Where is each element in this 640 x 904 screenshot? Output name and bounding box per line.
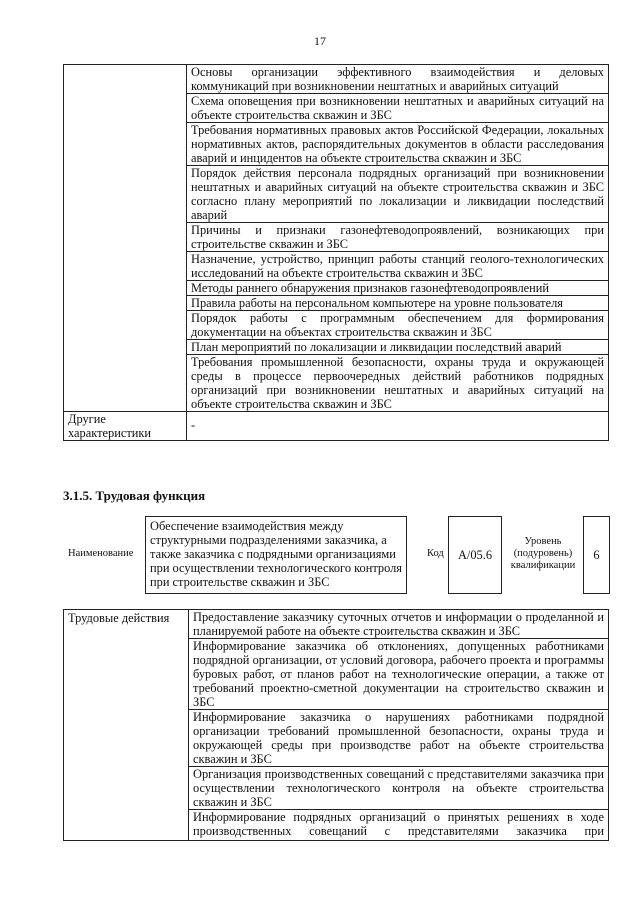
knowledge-item: Назначение, устройство, принцип работы станций геолого-технологических исследований на объекте строительства скважин и ЗБС bbox=[187, 252, 609, 281]
knowledge-item: Правила работы на персональном компьютере на уровне пользователя bbox=[187, 296, 609, 311]
knowledge-item: Методы раннего обнаружения признаков газонефтеводопроявлений bbox=[187, 281, 609, 296]
labor-actions-label: Трудовые действия bbox=[64, 610, 189, 841]
knowledge-item: Причины и признаки газонефтеводопроявлений, возникающих при строительстве скважин и ЗБС bbox=[187, 223, 609, 252]
page-number: 17 bbox=[314, 34, 326, 48]
labor-action: Организация производственных совещаний с представителями заказчика при осуществлении технологического контроля на объекте строительства скважин и ЗБС bbox=[189, 767, 609, 810]
labor-actions-table bbox=[63, 609, 609, 841]
labor-action: Информирование заказчика о нарушениях работниками подрядной организации требований промышленной безопасности, охраны труда и окружающей среды при производстве работ на объекте строительства скважин и ЗБС bbox=[189, 710, 609, 767]
knowledge-item: Основы организации эффективного взаимодействия и деловых коммуникаций при возникновении нештатных и аварийных ситуаций bbox=[187, 65, 609, 94]
labor-action: Информирование подрядных организаций о принятых решениях в ходе производственных совещаний с представителями заказчика при bbox=[189, 810, 609, 841]
level-box: 6 bbox=[583, 516, 610, 594]
other-characteristics-value: - bbox=[187, 412, 609, 441]
knowledge-item: Порядок работы с программным обеспечением для формирования документации на объектах строительства скважин и ЗБС bbox=[187, 311, 609, 340]
labor-action: Информирование заказчика об отклонениях, допущенных работниками подрядной организации, от условий договора, рабочего проекта и программы буровых работ, от планов работ на технологические операции, а также от требований проектно-сметной документации на строительство скважин и ЗБС bbox=[189, 639, 609, 710]
name-label: Наименование bbox=[68, 548, 134, 559]
code-box: A/05.6 bbox=[448, 516, 502, 594]
knowledge-item: План мероприятий по локализации и ликвидации последствий аварий bbox=[187, 340, 609, 355]
labor-action: Предоставление заказчику суточных отчетов и информации о проделанной и планируемой работе на объекте строительства скважин и ЗБС bbox=[189, 610, 609, 639]
section-title: 3.1.5. Трудовая функция bbox=[63, 488, 206, 503]
knowledge-item: Порядок действия персонала подрядных организаций при возникновении нештатных и аварийных ситуаций на объекте строительства скважин и ЗБС согласно плану мероприятий по локализации и ликвидации последствий аварий bbox=[187, 166, 609, 223]
knowledge-item: Требования промышленной безопасности, охраны труда и окружающей среды в процессе первоочередных действий работников подрядных организаций при возникновении нештатных и аварийных ситуаций на объекте строительства скважин и ЗБС bbox=[187, 355, 609, 412]
code-label: Код bbox=[427, 548, 444, 559]
other-characteristics-label: Другие характеристики bbox=[64, 412, 187, 441]
empty-label-cell bbox=[64, 65, 187, 412]
level-label: Уровень (подуровень) квалификации bbox=[510, 536, 576, 571]
knowledge-item: Требования нормативных правовых актов Российской Федерации, локальных нормативных актов, распорядительных документов в области расследования аварий и инцидентов на объекте строительства скважин и ЗБС bbox=[187, 123, 609, 166]
function-name-box: Обеспечение взаимодействия между структурными подразделениями заказчика, а также заказчика с подрядными организациями при осуществлении технологического контроля при строительстве скважин и ЗБС bbox=[145, 516, 407, 594]
knowledge-table bbox=[63, 64, 609, 441]
knowledge-item: Схема оповещения при возникновении нештатных и аварийных ситуаций на объекте строительства скважин и ЗБС bbox=[187, 94, 609, 123]
